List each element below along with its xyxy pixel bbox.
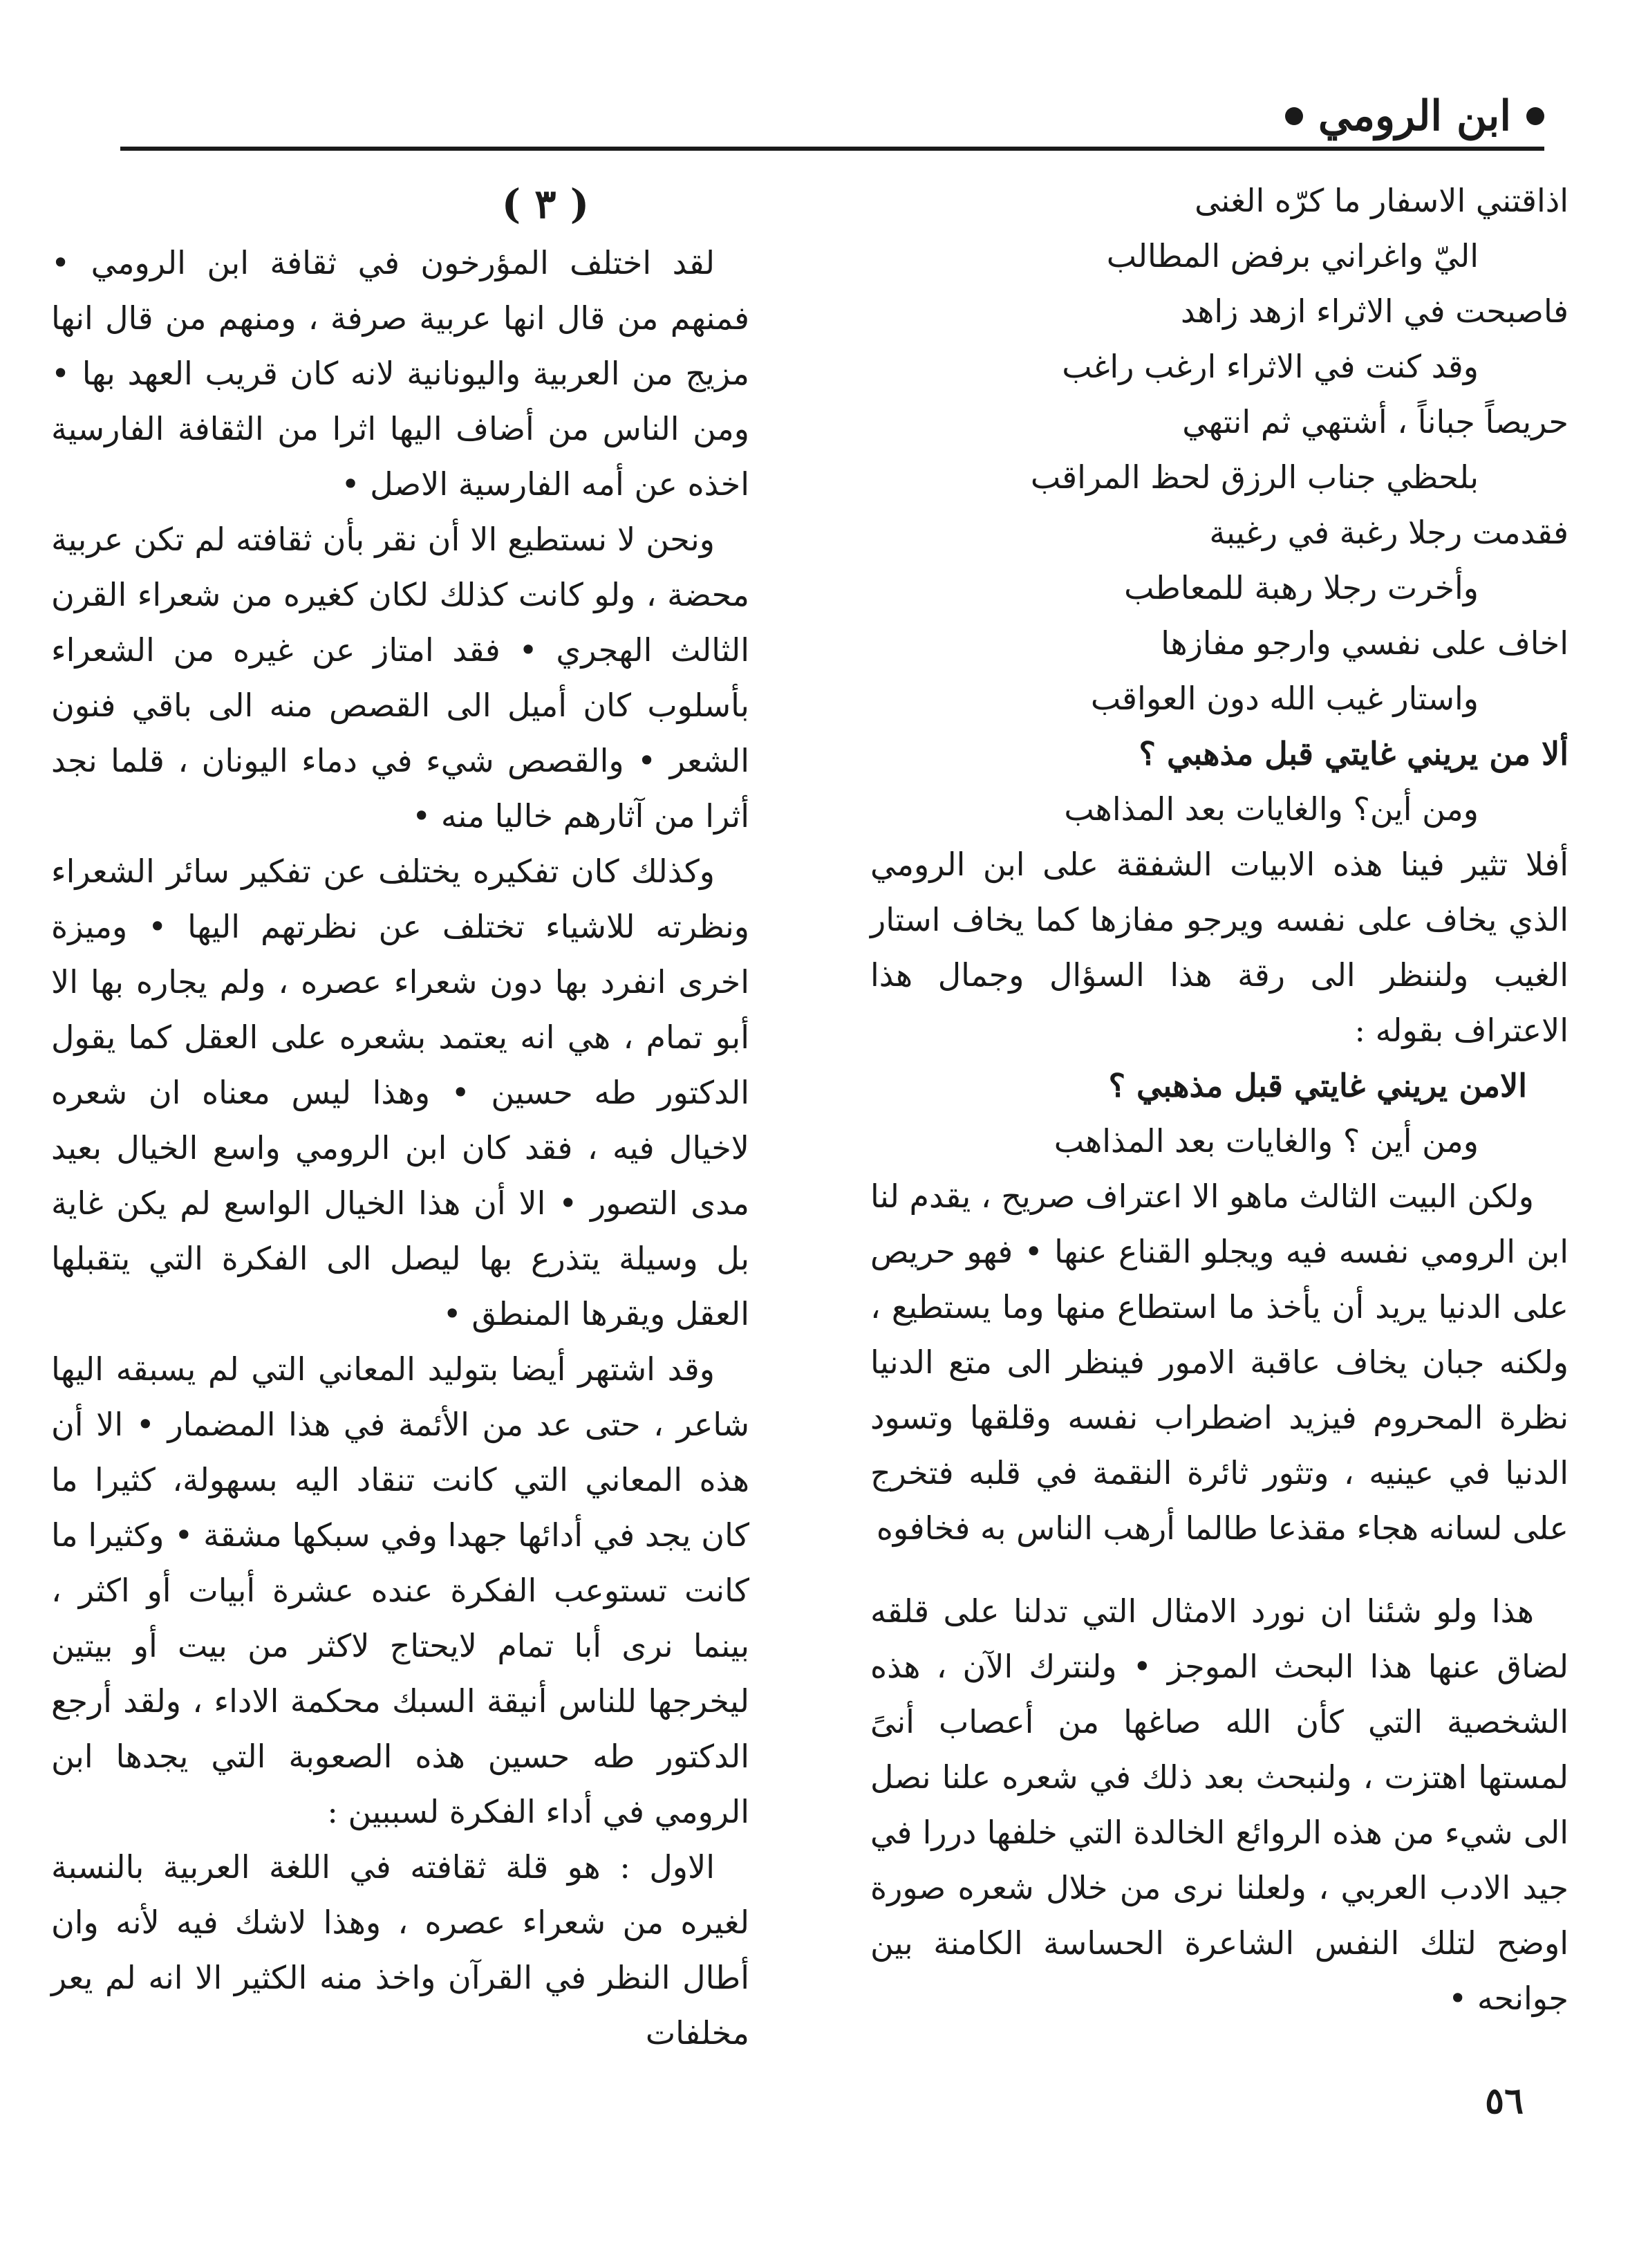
body-paragraph: الاول : هو قلة ثقافته في اللغة العربية بالنسبة لغيره من شعراء عصره ، وهذا لاشك فيه لأنه وان أطال النظر في القرآن واخذ منه الكثير الا انه لم يعر مخلفات [51, 1848, 749, 2052]
body-paragraph: لقد اختلف المؤرخون في ثقافة ابن الرومي • فمنهم من قال انها عربية صرفة ، ومنهم من قال انها مزيج من العربية واليونانية لانه كان قريب العهد بها • ومن الناس من أضاف اليها اثرا من الثقافة الفارسية اخذه عن أمه الفارسية الاصل • [51, 244, 749, 503]
poem-verse: وأخرت رجلا رهبة للمعاطب [1124, 569, 1479, 606]
poem-verse: حريصاً جباناً ، أشتهي ثم انتهي [1182, 403, 1569, 440]
poem-verse: بلحظي جناب الرزق لحظ المراقب [1030, 458, 1479, 496]
poem-verse: ألا من يريني غايتي قبل مذهبي ؟ [1139, 735, 1569, 772]
running-head-title: ابن الرومي [1318, 92, 1511, 140]
body-paragraph: ونحن لا نستطيع الا أن نقر بأن ثقافته لم تكن عربية محضة ، ولو كانت كذلك لكان كغيره من شعراء القرن الثالث الهجري • فقد امتاز عن غيره من الشعراء بأسلوب كان أميل الى القصص منه الى باقي فنون الشعر • والقصص شيء في دماء اليونان ، قلما نجد أثرا من آثارهم خاليا منه • [51, 521, 749, 835]
body-paragraph: هذا ولو شئنا ان نورد الامثال التي تدلنا على قلقه لضاق عنها هذا البحث الموجز • ولنترك الآن ، هذه الشخصية التي كأن الله صاغها من أعصاب أنىً لمستها اهتزت ، ولنبحث بعد ذلك في شعره علنا نصل الى شيء من هذه الروائع الخالدة التي خلفها دررا في جيد الادب العربي ، ولعلنا نرى من خلال شعره صورة اوضح لتلك النفس الشاعرة الحساسة الكامنة بين جوانحه • [870, 1592, 1569, 2017]
poem-verse: اليّ واغراني برفض المطالب [1106, 237, 1479, 275]
poem-verse: اخاف على نفسي وارجو مفازها [1161, 624, 1569, 662]
poem-verse: وقد كنت في الاثراء ارغب راغب [1062, 348, 1479, 385]
poem-verse: فقدمت رجلا رغبة في رغيبة [1209, 514, 1569, 551]
poem-block [870, 173, 1569, 837]
left-column [51, 173, 749, 2061]
poem-verse: اذاقتني الاسفار ما كرّه الغنى [1195, 182, 1569, 219]
poem-block [870, 1058, 1569, 1169]
bullet-icon [1526, 107, 1544, 125]
poem-verse: ومن أين ؟ والغايات بعد المذاهب [1054, 1122, 1479, 1160]
header-rule [120, 147, 1544, 151]
poem-verse: واستار غيب الله دون العواقب [1090, 680, 1479, 717]
poem-verse: ومن أين؟ والغايات بعد المذاهب [1064, 790, 1479, 828]
body-paragraph: ولكن البيت الثالث ماهو الا اعتراف صريح ، يقدم لنا ابن الرومي نفسه فيه ويجلو القناع عنها • فهو حريص على الدنيا يريد أن يأخذ ما استطاع منها وما يستطيع ، ولكنه جبان يخاف عاقبة الامور فينظر الى متع الدنيا نظرة المحروم فيزيد اضطراب نفسه وقلقها وتسود الدنيا في عينيه ، وتثور ثائرة النقمة في قلبه فتخرج على لسانه هجاء مقذعا طالما أرهب الناس به فخافوه [870, 1178, 1569, 1547]
section-number: ( ٣ ) [501, 180, 590, 227]
body-paragraph: أفلا تثير فينا هذه الابيات الشفقة على ابن الرومي الذي يخاف على نفسه ويرجو مفازها كما يخاف استار الغيب ولننظر الى رقة هذا السؤال وجمال هذا الاعتراف بقوله : [870, 846, 1569, 1049]
right-column [870, 173, 1569, 2026]
body-paragraph: وكذلك كان تفكيره يختلف عن تفكير سائر الشعراء ونظرته للاشياء تختلف عن نظرتهم اليها • وميزة اخرى انفرد بها دون شعراء عصره ، ولم يجاره بها الا أبو تمام ، هي انه يعتمد بشعره على العقل كما يقول الدكتور طه حسين • وهذا ليس معناه ان شعره لاخيال فيه ، فقد كان ابن الرومي واسع الخيال بعيد مدى التصور • الا أن هذا الخيال الواسع لم يكن غاية بل وسيلة يتذرع بها ليصل الى الفكرة التي يتقبلها العقل ويقرها المنطق • [51, 853, 749, 1332]
poem-verse: فاصبحت في الاثراء ازهد زاهد [1180, 292, 1569, 330]
body-paragraph: وقد اشتهر أيضا بتوليد المعاني التي لم يسبقه اليها شاعر ، حتى عد من الأئمة في هذا المضمار • الا أن هذه المعاني التي كانت تنقاد اليه بسهولة، كثيرا ما كان يجد في أدائها جهدا وفي سبكها مشقة • وكثيرا ما كانت تستوعب الفكرة عنده عشرة أبيات أو اكثر ، بينما نرى أبا تمام لايحتاج لاكثر من بيت أو بيتين ليخرجها للناس أنيقة السبك محكمة الاداء ، ولقد أرجع الدكتور طه حسين هذه الصعوبة التي يجدها ابن الرومي في أداء الفكرة لسببين : [51, 1350, 749, 1830]
page-number: ٥٦ [1485, 2080, 1524, 2122]
poem-verse: الامن يريني غايتي قبل مذهبي ؟ [1108, 1067, 1527, 1104]
running-head [1285, 92, 1544, 140]
bullet-icon [1285, 107, 1303, 125]
